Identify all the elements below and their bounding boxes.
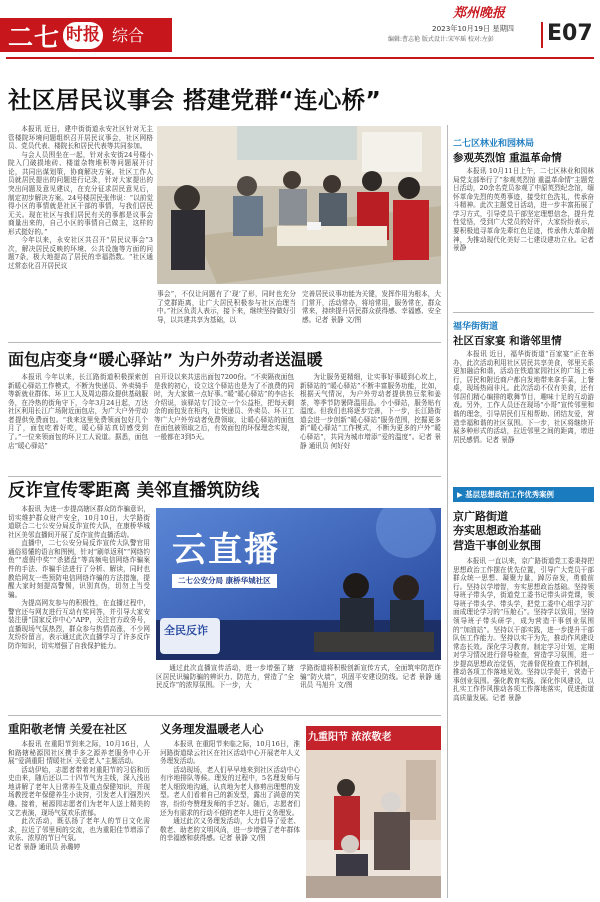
- story5-body: [160, 740, 300, 900]
- story3-paragraph: 直播中，二七公安分局反诈宣传大队警官用通俗易懂的语言和图例，针对“刷单返利”“网络钓鱼”“虚假中奖”“杀猪盘”等高频电信网络诈骗案件的手法、诈骗手法进行了分析、解读，同时也教给网友一些预防电信网络诈骗的方法措施，提醒大家时刻提高警惕，识别真伪，切勿上当受骗。: [8, 539, 150, 599]
- story2-paragraph: 自开设以来共送出面包7200份。“不卖隔夜面包是我的初心，设立这个驿站也是为了不浪费的同时，为大家做一点好事。”暖“暖心驿站”的李店长介绍说，该驿站专门设立一个公益柜，把每天剩余的面包发在柜内，让快递员、外卖员、环卫工等广大户外劳动者免费领取，让暖心驿站的面包在面包被领取之后，有效面包的环保理念实现，一般都在3到5天。: [154, 373, 294, 441]
- haircut-illustration: [306, 726, 441, 898]
- story2-headline: 面包店变身“暖心驿站” 为户外劳动者送温暖: [8, 350, 323, 369]
- story2-col3: [300, 373, 441, 473]
- story5-headline: 义务理发温暖老人心: [160, 722, 264, 736]
- story3-headline: 反诈宣传零距离 美邻直播筑防线: [8, 481, 260, 501]
- right-s1-headline: 参观英烈馆 重温革命情: [453, 152, 562, 164]
- story4-byline: 记者 景静 通讯员 孙璐婷: [8, 842, 81, 851]
- divider: [8, 342, 441, 343]
- haircut-banner-text: 九重阳节 浓浓敬老: [308, 732, 392, 743]
- story3-paragraph: 为提高网友参与的积极性，在直播过程中，警官还与网友进行互动有奖问答，并引导大家安装注册“国家反诈中心”APP，关注官方政务号，直播现场气氛热烈，群众参与热情高涨，不少网友纷纷留言，表示通过此次直播学习了许多反诈防诈知识，切实增强了自我保护能力。: [8, 599, 150, 650]
- livestream-sign: 全民反诈: [164, 624, 208, 637]
- story5-paragraph: 活动现场，老人们早早地来到社区活动中心有序地排队等候。理发的过程中，5名理发师与老人细致地沟通，认真地为老人修剪出理想的发型。老人们看着自己的新发型，露出了满意的笑容，纷纷夸赞理发师的手艺好。随后，志愿者们还为有需求的行动不便的老年人进行义务理发。: [160, 765, 300, 817]
- column-divider: [447, 125, 448, 898]
- story5-paragraph: 本报讯 在重阳节来临之际，10月16日，淮河路街道绿云社区在社区活动中心开展老年人义务理发活动。: [160, 740, 300, 766]
- main-paragraph: 今年以来，永安社区共召开“居民议事会”3次，解决居民反映的环境、公共设施等方面的问题7条，极大地提高了居民的幸福指数。“社区通过常态化召开居民议: [8, 236, 153, 270]
- masthead-editor: 编辑:曹志艳 版式设计:宋军瑶 校对:左彭: [388, 36, 494, 43]
- story5-paragraph: 通过此次义务理发活动，大力倡导了爱老、敬老、助老的文明风尚，进一步增强了老年群体的幸福感和获得感。记者 景静 文/图: [160, 817, 300, 843]
- masthead-section: 综合: [112, 26, 145, 45]
- main-story-col1: [8, 125, 153, 340]
- masthead-divider: [541, 22, 543, 48]
- story4-headline: 重阳敬老情 关爱在社区: [8, 722, 128, 736]
- right-s3-headline: 京广路街道 夯实思想政治基础 营造干事创业氛围: [453, 510, 541, 552]
- story4-body: [8, 740, 150, 900]
- story3-paragraph: 通过此次直播宣传活动，进一步增强了辖区居民识骗防骗的辨识力、防范力，营造了“全民反诈”的浓厚氛围。下一步，大: [156, 664, 294, 690]
- main-paragraph: 完善居民议事功能为关键，发挥作用为根本，大门常开，活动常办，将培常用，服务常在，群众常来，持续提升居民群众获得感、幸福感、安全感。记者 景静 文/图: [302, 290, 441, 324]
- story4-paragraph: 本报讯 在重阳节到来之际，10月16日，人和路辖秘源园社区携手多之源养老服务中心开展“爱满重阳 情暖社区 关爱老人”主题活动。: [8, 740, 150, 766]
- right-s2-paragraph: 本报讯 近日，福华街街道“百家宴”正在举办，此次活动利用社区居民共享美食，邻里关系更加融洽和谐，活动在铁道家园社区的广场上举行，居民和附近商户都自发地带来拿手菜，上餐桌，现场热闹非凡。此次活动不仅有美食，还有邻居们精心编排的歌舞节目，趣味十足的互动游戏。另外，工作人员还在现场“小哥”宣传邻里和谐的理念，引导居民们互相帮助、团结友爱，营造幸福和谐的社区氛围。下一步，社区将继续开展多种形式的活动，拉近邻里之间的距离，增进居民感情。记者 景静: [453, 350, 594, 444]
- right-s1-kicker: 二七区林业和园林局: [453, 139, 535, 149]
- masthead-paper-name: 郑州晚报: [453, 6, 506, 21]
- masthead: [0, 0, 600, 62]
- right-s1-paragraph: 本报讯 10月11日上午，二七区林业和园林局党支部举行了“参观英烈馆 重温革命情”主题党日活动，20余名党员参观了中原英烈纪念馆，缅怀革命先烈的英勇事迹，接受红色洗礼，传承奋斗精神。此次主题党日活动，进一步丰富拓展了学习方式，引导党员干部坚定理想信念，提升党性觉悟，受到广大党员的好评，大家纷纷表示，要积极追寻革命先辈红色足迹，传承伟大革命精神，为推动现代化美好二七建设建功立业。记者 景静: [453, 167, 594, 253]
- story2-col1: [8, 373, 148, 473]
- page-number: E07: [547, 21, 593, 46]
- right-s3-banner: ▶ 基层思想政治工作优秀案例: [453, 487, 594, 502]
- main-headline: 社区居民议事会 搭建党群“连心桥”: [8, 86, 382, 114]
- masthead-brand: 二七: [8, 23, 61, 52]
- right-s2-kicker: 福华街街道: [453, 322, 499, 332]
- divider: [8, 476, 441, 477]
- meeting-photo-illustration: [157, 126, 441, 284]
- story3-col1: [8, 505, 150, 713]
- divider: [8, 715, 441, 716]
- haircut-photo: [306, 726, 441, 898]
- main-story-col2: [157, 290, 296, 340]
- story4-paragraph: 此次活动，既弘扬了老年人的节日文化需求，拉近了邻里间的交流，也为重阳佳节增添了欢乐、浓厚的节日气氛。: [8, 817, 150, 843]
- masthead-date: 2023年10月19日 星期四: [432, 24, 514, 33]
- livestream-photo: [156, 508, 441, 660]
- livestream-logo: 云直播: [172, 530, 280, 570]
- story3-paragraph: 学路街道将积极创新宣传方式，全面筑牢防范诈骗“防火墙”，巩固平安建设防线。记者 景静 通讯员 马旭升 文/图: [300, 664, 441, 690]
- masthead-brand-badge-text: 时报: [66, 25, 100, 45]
- right-s2-body: [453, 350, 594, 480]
- story2-paragraph: 为让服务更精细，让实事好事暖到心坎上，新驿站的“暖心驿站”不断丰富服务功能，比如，根据天气情况，为户外劳动者提供热豆浆和姜茶，等季节防暑降温用品。小小驿站，服务贴有温度。但我们也将逐步完善，下一步，长江路街道会进一步创新“暖心驿站”服务范围，挖掘更多新“暖心驿站”工作模式，不断为更多的户外“暖心驿站”，共同为城市增添“爱的温度”。记者 景静 通讯员 何好好: [300, 373, 441, 450]
- main-paragraph: 与会人员围坐在一起，针对永安街24号楼小院入门破损地砖、楼道杂物堆积等问题展开讨论，共同出谋划策，协商解决方案。社区工作人员就居民提出的问题进行记录，针对大家提出的突出问题及意见建议，在充分征求居民意见后，制定初步解决方案。24号楼居民张伟说：“以前觉得小区的事情就是社区干部的事情，与我们居民无关。现在社区与我们居民有关的事都是议事会商量出来的，自己小区的事情自己做主，这样的形式挺好的。”: [8, 150, 153, 236]
- main-paragraph: 事会”，不仅让问题有了‘现’了形，同时也充分了党群距离，让广大居民积极参与社区治理当中。”社区负责人表示，接下来，继续坚持做好引导，以共建共享为基础，以: [157, 290, 296, 324]
- right-s3-body: [453, 557, 594, 897]
- main-paragraph: 本报讯 近日，建中街街道永安社区针对无主管楼院环境问题组织召开居民议事会，社区网格员、党员代表、楼院长和居民代表等共同参加。: [8, 125, 153, 151]
- story3-col3: [300, 664, 441, 714]
- story2-paragraph: 本报讯 今年以来，长江路街道积极探索创新暖心驿站工作模式，不断为快递员、外卖骑手等新就业群体、环卫工人及周边群众提供基础服务，在冷热的街角守下，今年3月24日起，万达社区利用长江广场附近面包店，为广大户外劳动者提供免费面包。“我来这里免费领面包好几个月了，面包吃着好吃，暖心驿站真切感受到了。”一位来领面包的环卫工人说道。据悉，面包店“暖心驿站”: [8, 373, 148, 450]
- story2-col2: [154, 373, 294, 473]
- divider: [453, 312, 594, 313]
- main-photo: [157, 126, 441, 284]
- right-s3-paragraph: 本报讯 一直以来，京广路街道党工委秉持把思想政治工作摆在优先位置，引导广大党员干部群众统一思想、凝聚力量，踔厉奋发，勇毅前行。坚持以学增智，夯实思想政治基础。坚持领导班子带头学，街道党工委书记带头讲党课，领导班子带头学、带头学，把党工委中心组学习扩面成理论学习的“压舱石”。坚持学以致用，坚持领导班子带头研学，成为营造干事创业氛围的“加油站”。坚持以干部实践，进一步提升干部队伍工作能力。坚持以实干为先，推动作风建设常态长效。深化学习教育。制定学习计划，定期对学习情况进行督导检查，营造学习氛围，进一步提高思想政治觉悟，完善督促检查工作机制，推动各项工作落地见效。坚持以学促干，营造干事创业氛围。强化教育实践，深化作风建设，以扎实工作作风推动各项工作落地落实，促进街道高质量发展。记者 景静: [453, 557, 594, 702]
- right-s2-headline: 社区百家宴 和谐邻里情: [453, 335, 562, 347]
- main-story-col3: [302, 290, 441, 340]
- right-s1-body: [453, 167, 594, 305]
- livestream-subtitle: 二七公安分局 康桥华城社区: [172, 574, 277, 588]
- story3-paragraph: 本报讯 为进一步提高辖区群众防诈骗意识，切实维护群众财产安全，10月10日，大学路街道联合二七公安分局反诈宣传大队，在康桥华城社区美邻直播间开展了反诈宣传直播活动。: [8, 505, 150, 539]
- story4-paragraph: 活动伊始，志愿者带着对重阳节的习俗和历史由来，随后还以二十四节气为主线，深入浅出地讲解了老年人日常养生及重点保健知识，并现场教授老年保健养生小诀窍，引发老人们强烈兴趣。接着，秘源园志愿者们为老年人送上精美的文艺表演，现场气氛欢乐浓郁。: [8, 765, 150, 817]
- story3-col2: [156, 664, 294, 714]
- masthead-rule: [6, 57, 594, 59]
